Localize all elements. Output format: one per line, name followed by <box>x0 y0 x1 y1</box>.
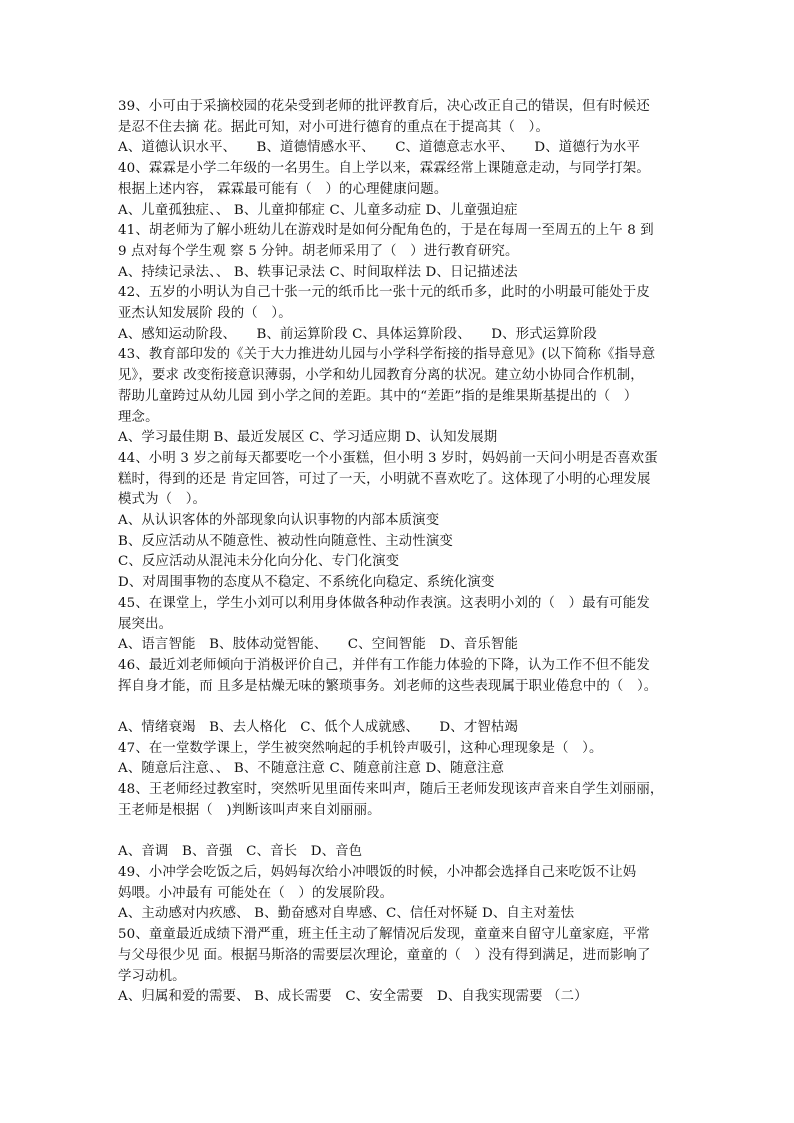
answer-options: A、音调 B、音强 C、音长 D、音色 <box>118 844 363 860</box>
question-text-line: 是忍不住去摘 花。据此可知，对小可进行德育的重点在于提高其（ ）。 <box>118 119 550 135</box>
question-text-line: 49、小冲学会吃饭之后，妈妈每次给小冲喂饭的时候，小冲都会选择自己来吃饭不让妈 <box>118 864 637 880</box>
question-text-line: 挥自身才能，而 且多是枯燥无味的繁琐事务。刘老师的这些表现属于职业倦怠中的（ ）。 <box>118 678 658 694</box>
question-39 <box>118 97 678 159</box>
answer-option-c: C、反应活动从混沌未分化向分化、专门化演变 <box>118 554 400 570</box>
question-text-line: 帮助儿童跨过从幼儿园 到小学之间的差距。其中的“差距”指的是维果斯基提出的（ ） <box>118 388 638 404</box>
document-page <box>118 97 678 1008</box>
answer-options: A、儿童孤独症、、 B、儿童抑郁症 C、儿童多动症 D、儿童强迫症 <box>118 202 518 218</box>
question-text-line: 42、五岁的小明认为自己十张一元的纸币比一张十元的纸币多，此时的小明最可能处于皮 <box>118 285 650 301</box>
question-44 <box>118 449 678 594</box>
question-46 <box>118 656 678 739</box>
question-text-line: 41、胡老师为了解小班幼儿在游戏时是如何分配角色的，于是在每周一至周五的上午 8 到 <box>118 223 654 239</box>
question-text-line: 理念。 <box>118 409 159 425</box>
answer-options: A、语言智能 B、肢体动觉智能、 C、空间智能 D、音乐智能 <box>118 637 518 653</box>
answer-options: A、归属和爱的需要、 B、成长需要 C、安全需要 D、自我实现需要 （二） <box>118 989 588 1005</box>
question-41 <box>118 221 678 283</box>
question-text-line: 39、小可由于采摘校园的花朵受到老师的批评教育后，决心改正自己的错误，但有时候还 <box>118 99 650 114</box>
answer-option-a: A、从认识客体的外部现象向认识事物的内部本质演变 <box>118 513 440 529</box>
question-47 <box>118 739 678 780</box>
question-text-line: 45、在课堂上，学生小刘可以利用身体做各种动作表演。这表明小刘的（ ）最有可能发 <box>118 595 650 611</box>
blank-line <box>118 822 678 843</box>
answer-option-b: B、反应活动从不随意性、被动性向随意性、主动性演变 <box>118 533 453 549</box>
question-48 <box>118 780 678 863</box>
question-text-line: 学习动机。 <box>118 968 186 984</box>
question-text-line: 模式为（ ）。 <box>118 492 207 508</box>
question-text-line: 与父母很少见 面。根据马斯洛的需要层次理论，童童的（ ）没有得到满足，进而影响了 <box>118 947 651 963</box>
answer-options: A、持续记录法、、 B、轶事记录法 C、时间取样法 D、日记描述法 <box>118 264 518 280</box>
question-text-line: 见》，要求 改变衔接意识薄弱，小学和幼儿园教育分离的状况。建立幼小协同合作机制， <box>118 368 644 384</box>
blank-line <box>118 697 678 718</box>
answer-options: A、道德认识水平、 B、道德情感水平、 C、道德意志水平、 D、道德行为水平 <box>118 140 640 156</box>
question-42 <box>118 283 678 345</box>
answer-options: A、随意后注意、、 B、不随意注意 C、随意前注意 D、随意注意 <box>118 761 505 777</box>
question-text-line: 亚杰认知发展阶 段的（ ）。 <box>118 306 292 322</box>
question-text-line: 50、童童最近成绩下滑严重，班主任主动了解情况后发现，童童来自留守儿童家庭，平常 <box>118 927 650 943</box>
question-text-line: 妈喂。小冲最有 可能处在（ ）的发展阶段。 <box>118 885 394 901</box>
question-text-line: 展突出。 <box>118 616 173 632</box>
answer-options: A、主动感对内疚感、 B、勤奋感对自卑感、C、信任对怀疑 D、自主对羞怯 <box>118 906 575 922</box>
question-text-line: 44、小明 3 岁之前每天都要吃一个小蛋糕，但小明 3 岁时，妈妈前一天问小明是否喜欢蛋 <box>118 450 658 466</box>
question-text-line: 43、教育部印发的《关于大力推进幼儿园与小学科学衔接的指导意见》(以下简称《指导意 <box>118 347 656 363</box>
answer-options: A、学习最佳期 B、最近发展区 C、学习适应期 D、认知发展期 <box>118 430 498 446</box>
answer-option-d: D、对周围事物的态度从不稳定、不系统化向稳定、系统化演变 <box>118 575 495 591</box>
answer-options: A、感知运动阶段、 B、前运算阶段 C、具体运算阶段、 D、形式运算阶段 <box>118 326 597 342</box>
question-49 <box>118 863 678 925</box>
question-text-line: 糕时，得到的还是 肯定回答，可过了一天，小明就不喜欢吃了。这体现了小明的心理发展 <box>118 471 651 487</box>
answer-options: A、情绪衰竭 B、去人格化 C、低个人成就感、 D、才智枯竭 <box>118 720 518 736</box>
question-text-line: 47、在一堂数学课上，学生被突然响起的手机铃声吸引，这种心理现象是（ ）。 <box>118 740 603 756</box>
question-text-line: 王老师是根据（ )判断该叫声来自刘丽丽。 <box>118 802 381 818</box>
question-40 <box>118 159 678 221</box>
question-text-line: 9 点对每个学生观 察 5 分钟。胡老师采用了（ ）进行教育研究。 <box>118 243 519 259</box>
question-50 <box>118 925 678 1008</box>
question-text-line: 46、最近刘老师倾向于消极评价自己，并伴有工作能力体验的下降，认为工作不但不能发 <box>118 657 650 673</box>
question-45 <box>118 594 678 656</box>
question-43 <box>118 345 678 449</box>
question-text-line: 40、霖霖是小学二年级的一名男生。自上学以来，霖霖经常上课随意走动，与同学打架。 <box>118 161 650 177</box>
question-text-line: 48、王老师经过教室时，突然听见里面传来叫声，随后王老师发现该声音来自学生刘丽丽， <box>118 782 664 798</box>
question-text-line: 根据上述内容， 霖霖最可能有（ ）的心理健康问题。 <box>118 181 448 197</box>
